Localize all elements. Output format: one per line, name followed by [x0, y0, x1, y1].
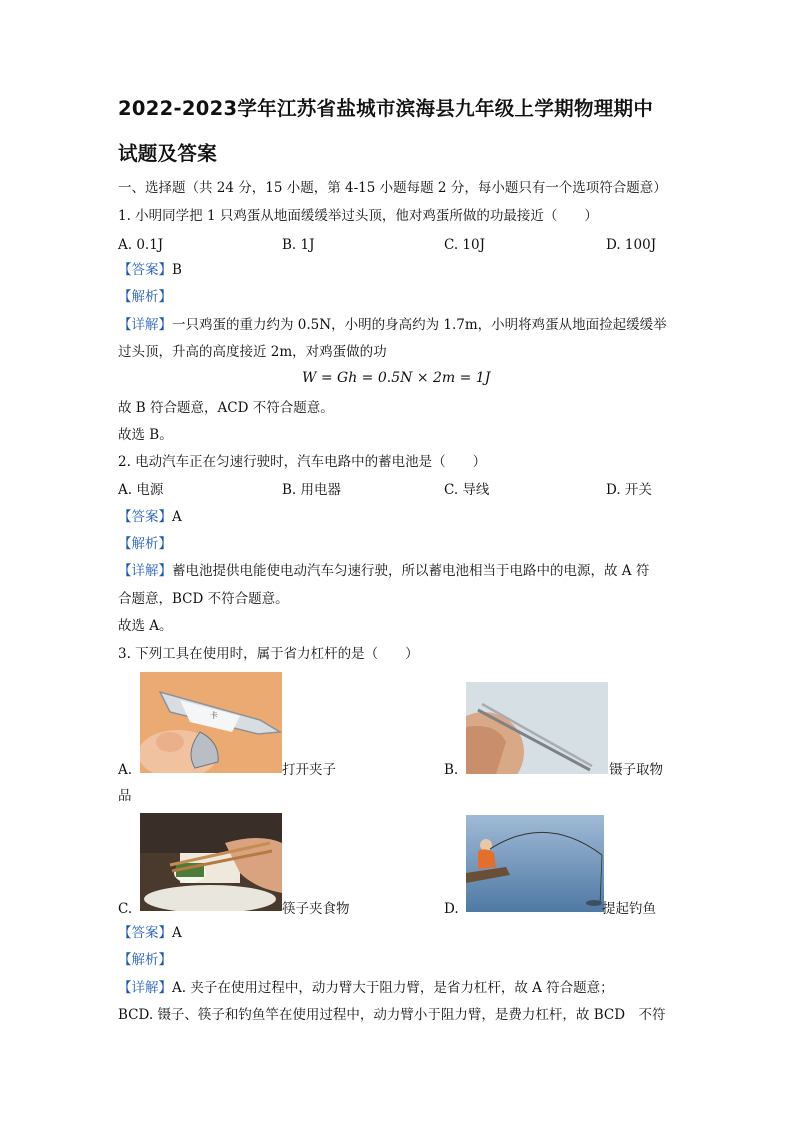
q2-option-c: C. 导线	[444, 482, 490, 498]
q1-detail-line-1	[118, 315, 667, 335]
q3-answer-value: A	[172, 925, 182, 941]
q3-option-b-letter: B.	[444, 762, 459, 778]
q3-detail-text-1: A. 夹子在使用过程中，动力臂大于阻力臂，是省力杠杆，故 A 符合题意；	[172, 980, 614, 996]
q3-detail-line-2: BCD. 镊子、筷子和钓鱼竿在使用过程中，动力臂小于阻力臂，是费力杠杆，故 BCD 不符	[118, 1007, 666, 1023]
q2-answer	[118, 507, 182, 527]
q2-analysis-tag: 【解析】	[118, 536, 172, 552]
q3-analysis-tag: 【解析】	[118, 952, 172, 968]
answer-tag: 【答案】	[118, 262, 172, 278]
chopsticks-photo	[140, 813, 282, 911]
q2-answer-value: A	[172, 509, 182, 525]
q1-detail-text-1: 一只鸡蛋的重力约为 0.5N，小明的身高约为 1.7m，小明将鸡蛋从地面捡起缓缓举	[172, 317, 667, 333]
detail-tag: 【详解】	[118, 980, 172, 996]
svg-text:卡: 卡	[210, 711, 218, 720]
q1-answer	[118, 260, 182, 280]
q3-option-d-caption: 提起钓鱼	[602, 901, 656, 917]
fishing-photo	[466, 815, 604, 912]
q3-detail-line-1	[118, 978, 614, 998]
q3-option-c-caption: 筷子夹食物	[282, 901, 350, 917]
q1-detail-line-3: 故 B 符合题意，ACD 不符合题意。	[118, 400, 334, 416]
q3-option-a-caption: 打开夹子	[282, 762, 336, 778]
q2-detail-line-2: 合题意，BCD 不符合题意。	[118, 591, 289, 607]
q2-stem: 2. 电动汽车正在匀速行驶时，汽车电路中的蓄电池是（ ）	[118, 454, 487, 470]
answer-tag: 【答案】	[118, 509, 172, 525]
q1-option-d: D. 100J	[606, 237, 657, 253]
clip-opener-photo	[140, 672, 282, 773]
answer-tag: 【答案】	[118, 925, 172, 941]
detail-tag: 【详解】	[118, 317, 172, 333]
q1-detail-line-2: 过头顶，升高的高度接近 2m，对鸡蛋做的功	[118, 344, 387, 360]
q3-option-d-letter: D.	[444, 901, 459, 917]
q2-option-d: D. 开关	[606, 482, 652, 498]
q1-conclusion: 故选 B。	[118, 427, 173, 443]
q2-detail-text-1: 蓄电池提供电能使电动汽车匀速行驶，所以蓄电池相当于电路中的电源，故 A 符	[172, 563, 650, 579]
q1-stem: 1. 小明同学把 1 只鸡蛋从地面缓缓举过头顶，他对鸡蛋所做的功最接近（ ）	[118, 208, 598, 224]
q1-work-formula: W = Gh = 0.5N × 2m = 1J	[302, 370, 491, 386]
q1-option-b: B. 1J	[282, 237, 315, 253]
paper-title-line-2: 试题及答案	[118, 142, 218, 165]
q1-answer-value: B	[172, 262, 182, 278]
q2-option-b: B. 用电器	[282, 482, 342, 498]
paper-title-line-1: 2022-2023学年江苏省盐城市滨海县九年级上学期物理期中	[118, 97, 654, 120]
section-heading: 一、选择题（共 24 分，15 小题，第 4-15 小题每题 2 分，每小题只有一个选项符合题意）	[118, 180, 667, 196]
q3-option-a-letter: A.	[118, 762, 133, 778]
q3-option-b-caption: 镊子取物	[609, 762, 663, 778]
q3-stem: 3. 下列工具在使用时，属于省力杠杆的是（ ）	[118, 646, 419, 662]
q2-conclusion: 故选 A。	[118, 618, 173, 634]
detail-tag: 【详解】	[118, 563, 172, 579]
q3-answer	[118, 923, 182, 943]
q2-option-a: A. 电源	[118, 482, 164, 498]
q1-option-c: C. 10J	[444, 237, 486, 253]
tweezers-photo	[466, 682, 608, 774]
q1-analysis-tag: 【解析】	[118, 289, 172, 305]
q2-detail-line-1	[118, 561, 649, 581]
q1-option-a: A. 0.1J	[118, 237, 164, 253]
q3-option-c-letter: C.	[118, 901, 133, 917]
q3-option-b-caption-wrap: 品	[118, 788, 132, 804]
